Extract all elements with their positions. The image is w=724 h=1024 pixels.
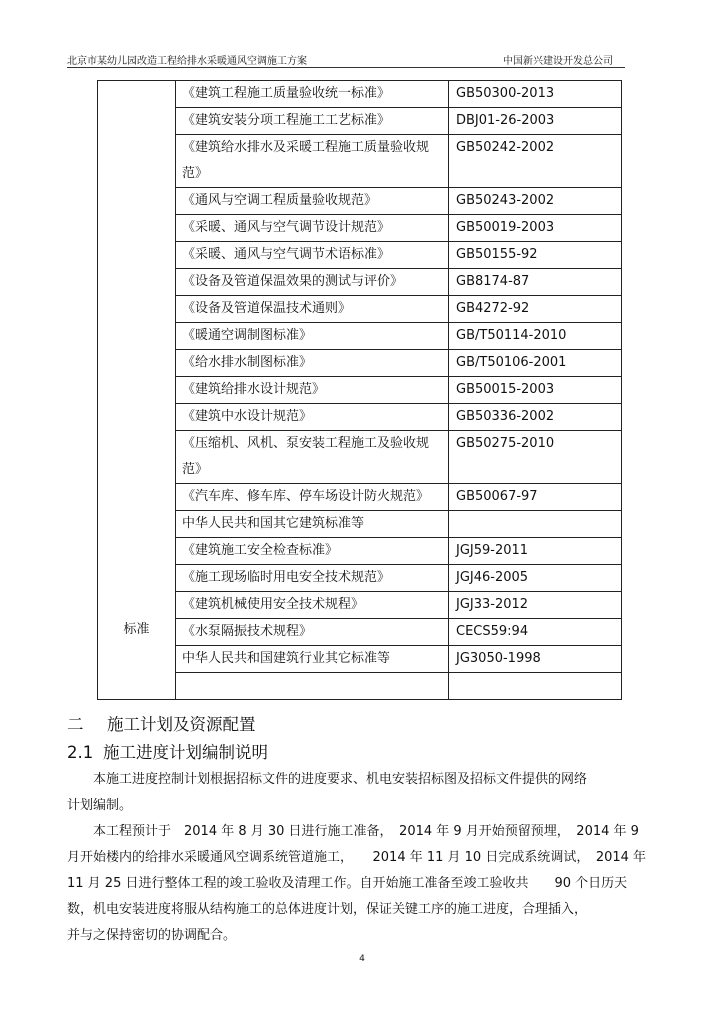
paragraph-line: 11 月 25 日进行整体工程的竣工验收及清理工作。自开始施工准备至竣工验收共 90 个日历天	[67, 876, 628, 891]
category-cell: 标准	[98, 81, 176, 700]
standard-code: DBJ01-26-2003	[449, 108, 622, 135]
table-row	[98, 565, 622, 592]
table-row	[98, 269, 622, 296]
standard-name: 《建筑安装分项工程施工工艺标准》	[176, 108, 449, 135]
table-row	[98, 215, 622, 242]
subsection-heading	[67, 739, 268, 763]
standard-name: 《建筑给排水设计规范》	[176, 377, 449, 404]
standard-code: GB4272-92	[449, 296, 622, 323]
standard-code: JGJ33-2012	[449, 592, 622, 619]
standard-name: 《水泵隔振技术规程》	[176, 619, 449, 646]
standard-name: 《通风与空调工程质量验收规范》	[176, 188, 449, 215]
header-title: 北京市某幼儿园改造工程给排水采暖通风空调施工方案	[67, 56, 307, 67]
standard-code: GB50019-2003	[449, 215, 622, 242]
section-heading	[67, 711, 256, 735]
table-row	[98, 296, 622, 323]
section-number: 二	[67, 715, 84, 734]
standard-name: 《暖通空调制图标准》	[176, 323, 449, 350]
standard-name: 《压缩机、风机、泵安装工程施工及验收规范》	[176, 431, 449, 484]
standard-code: JGJ59-2011	[449, 538, 622, 565]
table-row	[98, 404, 622, 431]
table-row	[98, 538, 622, 565]
standard-code: GB8174-87	[449, 269, 622, 296]
paragraph-2	[67, 819, 659, 949]
table-row	[98, 350, 622, 377]
standard-name: 《采暖、通风与空气调节设计规范》	[176, 215, 449, 242]
standard-code: GB/T50106-2001	[449, 350, 622, 377]
table-row	[98, 673, 622, 700]
standard-name: 《给水排水制图标准》	[176, 350, 449, 377]
table-row	[98, 592, 622, 619]
page-number: 4	[359, 954, 365, 964]
standard-name: 中华人民共和国其它建筑标准等	[176, 511, 449, 538]
standard-code: CECS59:94	[449, 619, 622, 646]
table-row	[98, 81, 622, 108]
page-header	[67, 50, 625, 68]
paragraph-line: 计划编制。	[67, 798, 133, 813]
table-row	[98, 323, 622, 350]
table-row	[98, 619, 622, 646]
standard-code: GB50336-2002	[449, 404, 622, 431]
standard-name: 《建筑施工安全检查标准》	[176, 538, 449, 565]
standards-table	[97, 80, 622, 700]
standard-name: 《建筑给水排水及采暖工程施工质量验收规范》	[176, 135, 449, 188]
table-row	[98, 108, 622, 135]
standard-code: GB/T50114-2010	[449, 323, 622, 350]
table-row	[98, 242, 622, 269]
subsection-title: 施工进度计划编制说明	[103, 743, 268, 762]
standard-code: GB50015-2003	[449, 377, 622, 404]
standard-name: 《汽车库、修车库、停车场设计防火规范》	[176, 484, 449, 511]
paragraph-line: 数，机电安装进度将服从结构施工的总体进度计划，保证关键工序的施工进度，合理插入，	[67, 902, 588, 917]
standard-code: JGJ46-2005	[449, 565, 622, 592]
table-row	[98, 511, 622, 538]
standard-name: 《建筑机械使用安全技术规程》	[176, 592, 449, 619]
table-row	[98, 431, 622, 484]
standard-name	[176, 673, 449, 700]
standard-code	[449, 673, 622, 700]
paragraph-line: 本施工进度控制计划根据招标文件的进度要求、机电安装招标图及招标文件提供的网络	[93, 772, 588, 787]
standard-code: GB50067-97	[449, 484, 622, 511]
standard-name: 《采暖、通风与空气调节术语标准》	[176, 242, 449, 269]
paragraph-line: 本工程预计于 2014 年 8 月 30 日进行施工准备， 2014 年 9 月开始预留预埋， 2014 年 9	[93, 824, 639, 839]
standard-code: GB50243-2002	[449, 188, 622, 215]
table-row	[98, 188, 622, 215]
standard-code: GB50275-2010	[449, 431, 622, 484]
table-row	[98, 484, 622, 511]
standard-name: 《施工现场临时用电安全技术规范》	[176, 565, 449, 592]
standard-code	[449, 511, 622, 538]
paragraph-line: 并与之保持密切的协调配合。	[67, 928, 237, 943]
table-row	[98, 135, 622, 188]
standard-code: GB50155-92	[449, 242, 622, 269]
table-row	[98, 377, 622, 404]
standard-code: GB50300-2013	[449, 81, 622, 108]
subsection-number: 2.1	[67, 743, 94, 762]
header-company: 中国新兴建设开发总公司	[503, 56, 613, 67]
table-row	[98, 646, 622, 673]
standard-name: 中华人民共和国建筑行业其它标准等	[176, 646, 449, 673]
standard-name: 《建筑工程施工质量验收统一标准》	[176, 81, 449, 108]
standard-code: JG3050-1998	[449, 646, 622, 673]
standard-code: GB50242-2002	[449, 135, 622, 188]
standard-name: 《设备及管道保温技术通则》	[176, 296, 449, 323]
section-title: 施工计划及资源配置	[107, 715, 256, 734]
standard-name: 《建筑中水设计规范》	[176, 404, 449, 431]
paragraph-1	[67, 767, 659, 819]
paragraph-line: 月开始楼内的给排水采暖通风空调系统管道施工， 2014 年 11 月 10 日完成系统调试， 2014 年	[67, 850, 647, 865]
standard-name: 《设备及管道保温效果的测试与评价》	[176, 269, 449, 296]
